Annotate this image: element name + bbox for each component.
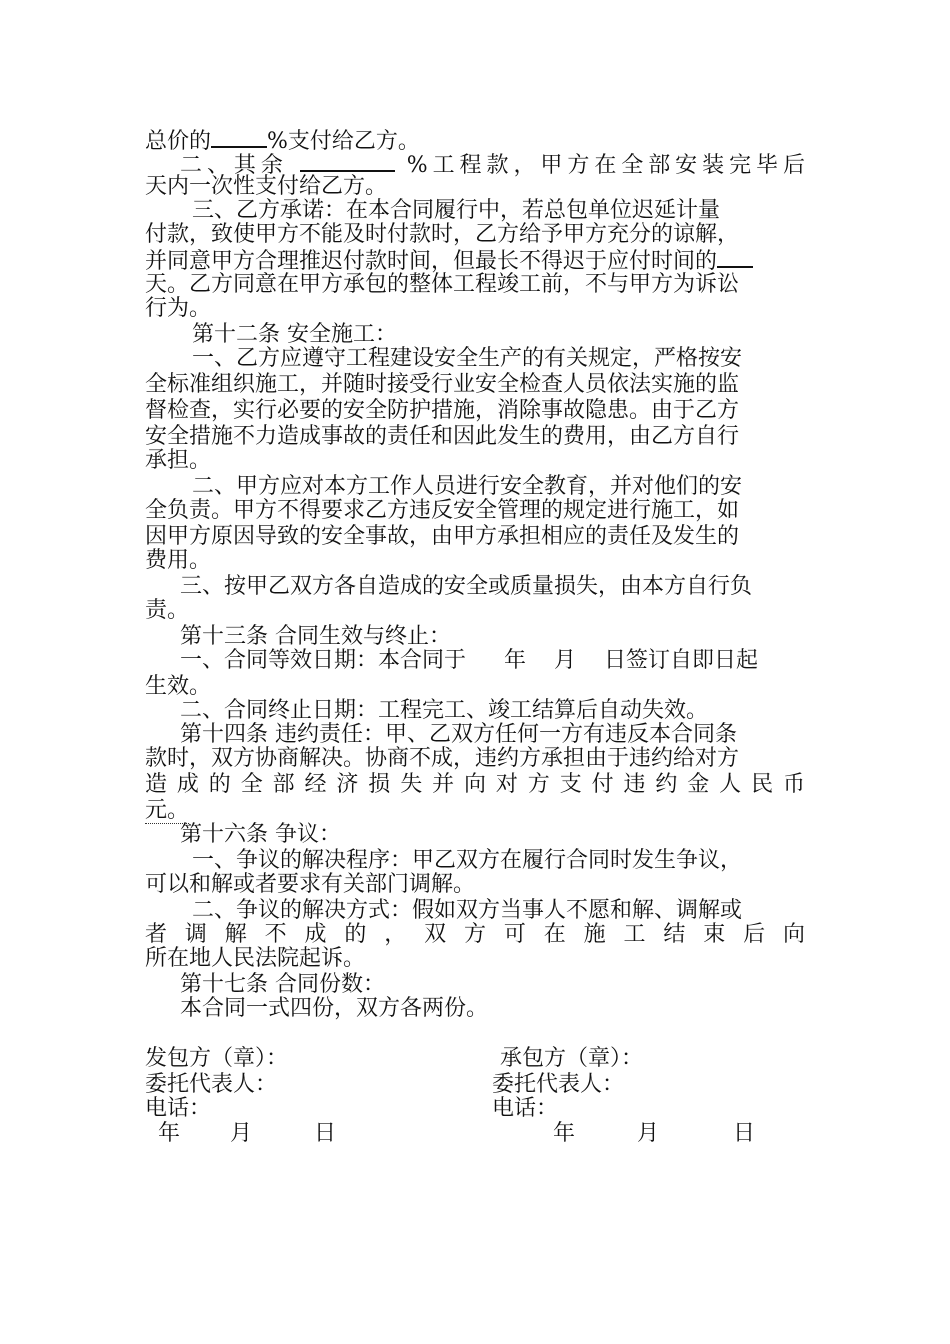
left-phone-label: 电话： — [145, 1096, 212, 1121]
text-line: 全负责。甲方不得要求乙方违反安全管理的规定进行施工，如 — [145, 498, 740, 523]
text-line: 行为。 — [145, 296, 212, 321]
text-line: 天。乙方同意在甲方承包的整体工程竣工前，不与甲方为诉讼 — [145, 272, 740, 297]
section-heading: 第十七条 合同份数： — [180, 972, 385, 997]
text-line: 因甲方原因导致的安全事故，由甲方承担相应的责任及发生的 — [145, 524, 740, 549]
left-date-year: 年 — [158, 1121, 181, 1146]
left-date-day: 日 — [314, 1121, 337, 1146]
date-year: 年 — [504, 648, 527, 673]
text-line: 造成的全部经济损失并向对方支付违约金人民币 — [145, 772, 805, 797]
left-party-label: 发包方（章）： — [145, 1046, 289, 1071]
text-segment: %工程款，甲方在全部安装完毕后 — [406, 153, 805, 178]
text-line: 三、按甲乙双方各自造成的安全或质量损失，由本方自行负 — [180, 574, 753, 599]
date-month: 月 — [554, 648, 577, 673]
text-line: 费用。 — [145, 548, 212, 573]
blank-underline — [300, 150, 395, 172]
text-line: 一、乙方应遵守工程建设安全生产的有关规定，严格按安 — [192, 346, 743, 371]
section-heading: 第十六条 争议： — [180, 822, 341, 847]
text-line: 生效。 — [145, 674, 212, 699]
text-line — [180, 150, 805, 176]
text-line: 二、甲方应对本方工作人员进行安全教育，并对他们的安 — [192, 474, 743, 499]
text-line: 全标准组织施工，并随时接受行业安全检查人员依法实施的监 — [145, 372, 740, 397]
left-date-month: 月 — [230, 1121, 253, 1146]
right-date-month: 月 — [637, 1121, 660, 1146]
text-line: 可以和解或者要求有关部门调解。 — [145, 872, 476, 897]
text-line: 款时，双方协商解决。协商不成，违约方承担由于违约给对方 — [145, 746, 740, 771]
text-line: 责。 — [145, 598, 190, 623]
section-heading: 第十二条 安全施工： — [192, 322, 397, 347]
text-line: 督检查，实行必要的安全防护措施，消除事故隐患。由于乙方 — [145, 398, 740, 423]
section-heading: 第十三条 合同生效与终止： — [180, 624, 451, 649]
right-date-year: 年 — [553, 1121, 576, 1146]
text-segment: 并同意甲方合理推迟付款时间，但最长不得迟于应付时间的 — [145, 249, 718, 274]
text-line: 所在地人民法院起诉。 — [145, 946, 366, 971]
text-line: 者调解不成的，双方可在施工结束后向 — [145, 922, 805, 947]
text-segment: 总价的 — [145, 129, 212, 154]
text-segment: 元。 — [145, 798, 190, 823]
text-segment: 二、其余 — [180, 153, 288, 178]
text-line — [145, 798, 805, 824]
right-date-day: 日 — [733, 1121, 756, 1146]
blank-underline — [211, 126, 267, 148]
right-party-label: 承包方（章）： — [500, 1046, 644, 1071]
text-line — [145, 246, 805, 272]
right-representative-label: 委托代表人： — [492, 1072, 625, 1097]
blank-underline — [717, 246, 753, 268]
text-line: 天内一次性支付给乙方。 — [145, 174, 388, 199]
text-line: 三、乙方承诺：在本合同履行中，若总包单位迟延计量 — [192, 198, 721, 223]
text-line: 本合同一式四份，双方各两份。 — [180, 996, 489, 1021]
text-line: 二、争议的解决方式：假如双方当事人不愿和解、调解或 — [192, 898, 743, 923]
text-segment: 一、合同等效日期：本合同于 — [180, 648, 467, 673]
section-heading: 第十四条 违约责任：甲、乙双方任何一方有违反本合同条 — [180, 722, 737, 747]
text-line: 付款，致使甲方不能及时付款时，乙方给予甲方充分的谅解， — [145, 222, 740, 247]
text-line: 二、合同终止日期：工程完工、竣工结算后自动失效。 — [180, 698, 709, 723]
text-line — [180, 648, 805, 674]
text-segment: %支付给乙方。 — [267, 129, 420, 154]
text-line — [145, 126, 805, 152]
date-day: 日签订自即日起 — [604, 648, 759, 673]
text-line: 一、争议的解决程序：甲乙双方在履行合同时发生争议， — [192, 848, 743, 873]
text-line: 承担。 — [145, 448, 212, 473]
left-representative-label: 委托代表人： — [145, 1072, 278, 1097]
text-line: 安全措施不力造成事故的责任和因此发生的费用，由乙方自行 — [145, 424, 740, 449]
right-phone-label: 电话： — [492, 1096, 559, 1121]
